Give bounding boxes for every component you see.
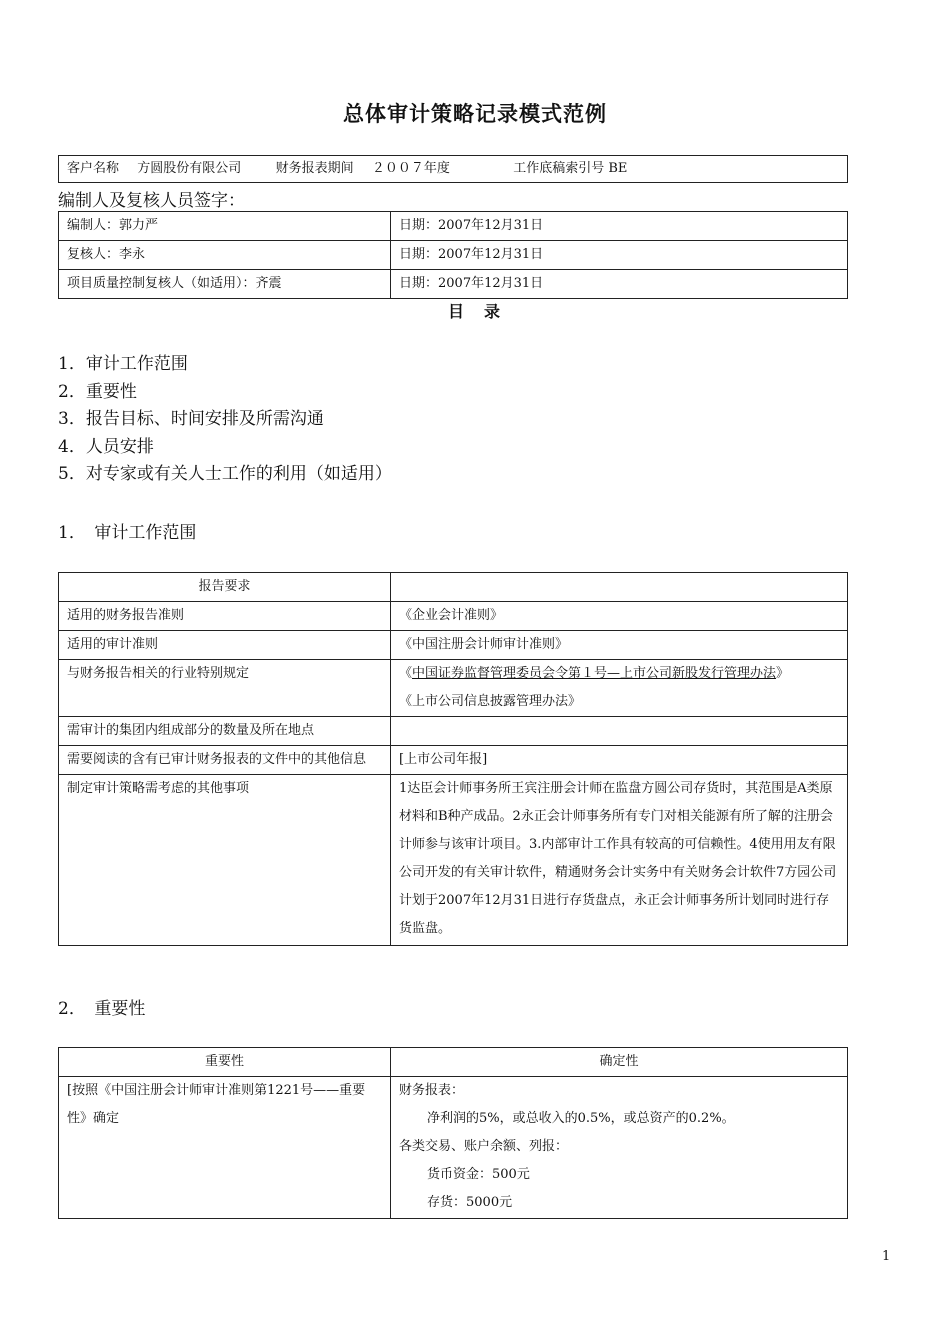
materiality-line: 存货：5000元 bbox=[427, 1195, 513, 1210]
row-value bbox=[391, 660, 848, 717]
materiality-header-right: 确定性 bbox=[391, 1048, 848, 1077]
row-value bbox=[391, 717, 848, 746]
sign-table bbox=[58, 211, 848, 299]
toc-item: 2．重要性 bbox=[58, 381, 137, 402]
index-value: BE bbox=[608, 161, 628, 176]
table-row bbox=[59, 746, 848, 775]
row-value: 《企业会计准则》 bbox=[391, 602, 848, 631]
row-label: 与财务报告相关的行业特别规定 bbox=[59, 660, 391, 717]
row-label: 适用的审计准则 bbox=[59, 631, 391, 660]
table-row bbox=[59, 631, 848, 660]
row-label: 需审计的集团内组成部分的数量及所在地点 bbox=[59, 717, 391, 746]
client-name: 方圆股份有限公司 bbox=[137, 161, 242, 176]
section1-heading: 1． 审计工作范围 bbox=[58, 523, 197, 543]
regulation-line-1 bbox=[399, 660, 839, 688]
table-row bbox=[59, 775, 848, 946]
table-row bbox=[59, 602, 848, 631]
row-value: 1达臣会计师事务所王宾注册会计师在监盘方圆公司存货时，其范围是A类原材料和B种产成品。2永正会计师事务所有专门对相关能源有所了解的注册会计师参与该审计项目。3.内部审计工作具有较高的可信赖性。4使用用友有限公司开发的有关审计软件，精通财务会计实务中有关财务会计软件7方园公司计划于2007年12月31日进行存货盘点，永正会计师事务所计划同时进行存货监盘。 bbox=[391, 775, 848, 946]
period-label: 财务报表期间 bbox=[275, 161, 354, 176]
preparer-cell: 编制人：郭力严 bbox=[59, 212, 391, 241]
section2-heading: 2． 重要性 bbox=[58, 999, 146, 1019]
scope-header-left: 报告要求 bbox=[59, 573, 391, 602]
table-of-contents bbox=[58, 351, 392, 489]
index-label: 工作底稿索引号 bbox=[513, 161, 605, 176]
sign-row bbox=[59, 241, 848, 270]
materiality-basis: [按照《中国注册会计师审计准则第1221号——重要性》确定 bbox=[59, 1077, 391, 1219]
table-header-row bbox=[59, 1048, 848, 1077]
table-header-row bbox=[59, 573, 848, 602]
client-info-cell bbox=[59, 156, 848, 183]
toc-item: 4．人员安排 bbox=[58, 436, 154, 457]
materiality-header-left: 重要性 bbox=[59, 1048, 391, 1077]
period-value: ２００７年度 bbox=[371, 161, 450, 176]
scope-header-right bbox=[391, 573, 848, 602]
row-label: 制定审计策略需考虑的其他事项 bbox=[59, 775, 391, 946]
materiality-values bbox=[391, 1077, 848, 1219]
toc-item: 1．审计工作范围 bbox=[58, 354, 188, 374]
sign-row bbox=[59, 212, 848, 241]
row-value: 《中国注册会计师审计准则》 bbox=[391, 631, 848, 660]
sign-row bbox=[59, 270, 848, 299]
preparer-date-cell: 日期：2007年12月31日 bbox=[391, 212, 848, 241]
quality-reviewer-cell: 项目质量控制复核人（如适用）：齐震 bbox=[59, 270, 391, 299]
toc-heading: 目 录 bbox=[447, 302, 502, 321]
row-label: 需要阅读的含有已审计财务报表的文件中的其他信息 bbox=[59, 746, 391, 775]
table-row bbox=[59, 717, 848, 746]
document-title: 总体审计策略记录模式范例 bbox=[343, 102, 607, 126]
regulation-prefix: 《 bbox=[399, 666, 413, 681]
toc-item: 5．对专家或有关人士工作的利用（如适用） bbox=[58, 464, 392, 484]
table-row bbox=[59, 1077, 848, 1219]
client-info-row bbox=[59, 156, 848, 183]
row-value: [上市公司年报] bbox=[391, 746, 848, 775]
quality-reviewer-date-cell: 日期：2007年12月31日 bbox=[391, 270, 848, 299]
materiality-line: 货币资金：500元 bbox=[427, 1167, 530, 1182]
reviewer-date-cell: 日期：2007年12月31日 bbox=[391, 241, 848, 270]
client-info-table bbox=[58, 155, 848, 183]
table-row bbox=[59, 660, 848, 717]
reviewer-cell: 复核人：李永 bbox=[59, 241, 391, 270]
row-label: 适用的财务报告准则 bbox=[59, 602, 391, 631]
page-number: 1 bbox=[882, 1249, 891, 1264]
regulation-line-2: 《上市公司信息披露管理办法》 bbox=[399, 694, 582, 709]
client-label: 客户名称 bbox=[67, 161, 120, 176]
regulation-suffix: 》 bbox=[776, 666, 790, 681]
sign-heading: 编制人及复核人员签字： bbox=[58, 191, 245, 211]
materiality-line: 净利润的5%，或总收入的0.5%，或总资产的0.2%。 bbox=[427, 1111, 735, 1126]
toc-item: 3．报告目标、时间安排及所需沟通 bbox=[58, 409, 324, 429]
regulation-link[interactable]: 中国证券监督管理委员会令第１号—上市公司新股发行管理办法 bbox=[412, 666, 777, 681]
materiality-line: 财务报表： bbox=[399, 1083, 465, 1098]
scope-table bbox=[58, 572, 848, 946]
materiality-line: 各类交易、账户余额、列报： bbox=[399, 1139, 569, 1154]
materiality-table bbox=[58, 1047, 848, 1219]
